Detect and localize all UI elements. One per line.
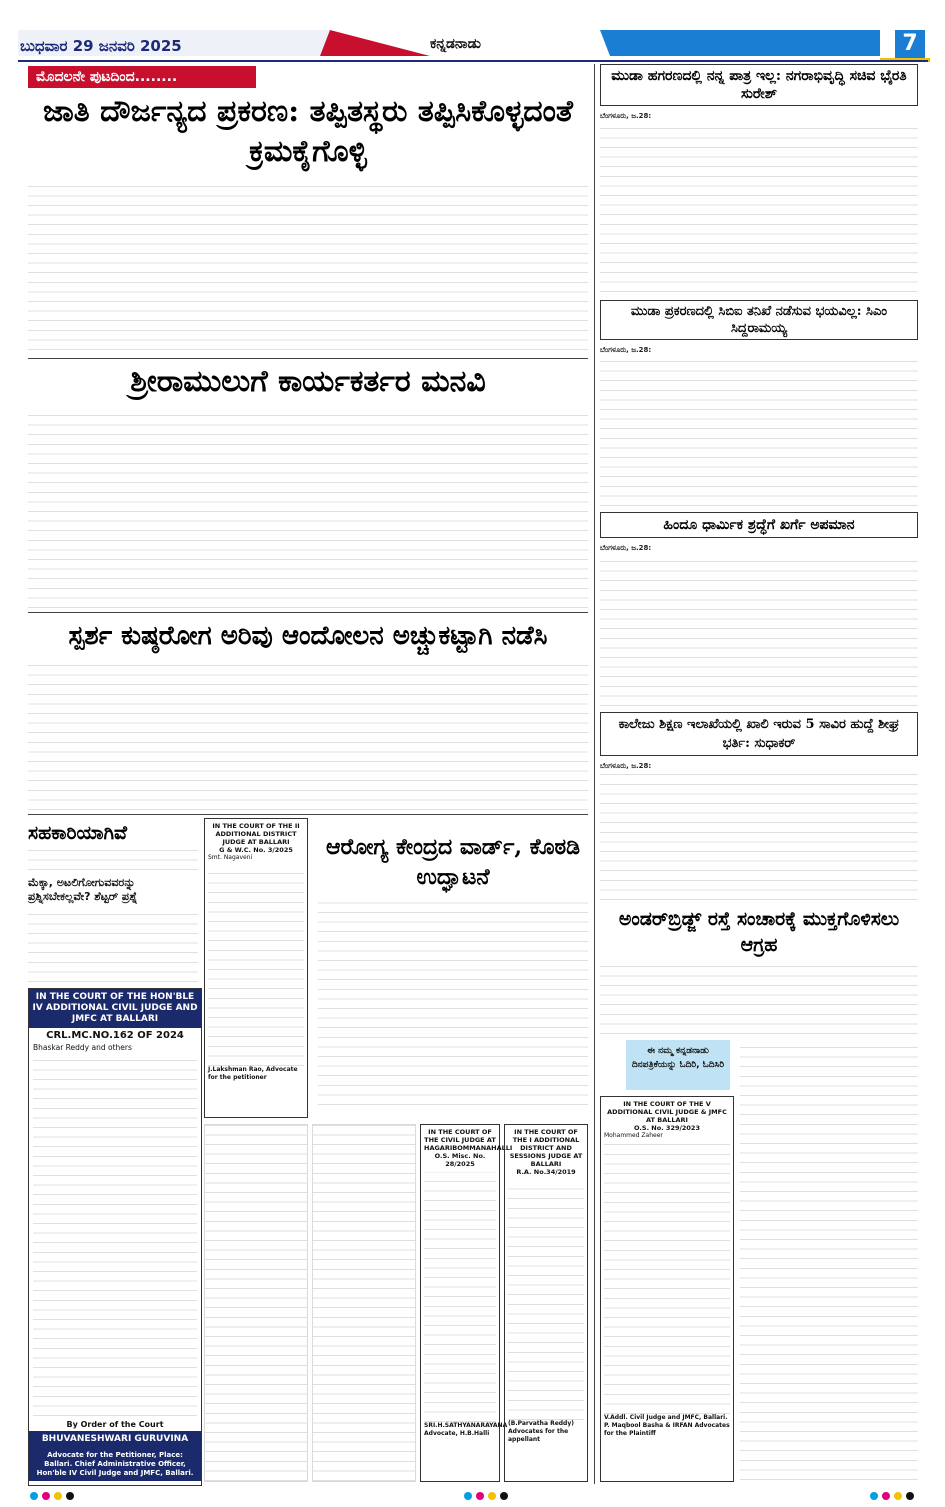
court-notice-4-case: R.A. No.34/2019 [516, 1168, 576, 1176]
right2-dateline: ಬೆಂಗಳೂರು, ಜ.28: [600, 346, 652, 354]
story1-body [28, 180, 588, 350]
story3-headline: ಸ್ಪರ್ಶ ಕುಷ್ಠರೋಗ ಅರಿವು ಆಂದೋಲನ ಅಚ್ಚುಕಟ್ಟಾಗಿ ನಡೆಸಿ [68, 621, 548, 651]
court-notice-5-title: IN THE COURT OF THE V ADDITIONAL CIVIL JUDGE & JMFC AT BALLARI [607, 1100, 727, 1124]
kicker-continued: ಮೊದಲನೇ ಪುಟದಿಂದ........ [28, 66, 256, 88]
right4-headline-box [600, 712, 918, 756]
right4-body [600, 772, 918, 900]
paper-name: ಕನ್ನಡನಾಡು [430, 36, 481, 52]
story4-body [28, 846, 198, 870]
right2-headline-box [600, 300, 918, 340]
right2-body [600, 356, 918, 506]
right3-headline-box [600, 512, 918, 538]
story1-headline: ಜಾತಿ ದೌರ್ಜನ್ಯದ ಪ್ರಕರಣ: ತಪ್ಪಿತಸ್ಥರು ತಪ್ಪಿಸಿಕೊಳ್ಳದಂತೆ ಕ್ರಮಕೈಗೊಳ್ಳಿ [42, 94, 573, 169]
story2-headline: ಶ್ರೀರಾಮುಲುಗೆ ಕಾರ್ಯಕರ್ತರ ಮನವಿ [130, 364, 486, 399]
story4-body-2 [28, 910, 198, 982]
right3-headline: ಹಿಂದೂ ಧಾರ್ಮಿಕ ಶ್ರದ್ಧೆಗೆ ಖರ್ಗೆ ಅಪಮಾನ [663, 517, 855, 533]
right4-headline: ಕಾಲೇಜು ಶಿಕ್ಷಣ ಇಲಾಖೆಯಲ್ಲಿ ಖಾಲಿ ಇರುವ 5 ಸಾವಿರ ಹುದ್ದೆ ಶೀಘ್ರ ಭರ್ತಿ: ಸುಧಾಕರ್ [618, 717, 900, 751]
right1-dateline: ಬೆಂಗಳೂರು, ಜ.28: [600, 112, 652, 120]
court-notice-2-case: G & W.C. No. 3/2025 [219, 846, 293, 854]
court-notice-5-footer: V.Addl. Civil Judge and JMFC, Ballari. P. Maqbool Basha & IRFAN Advocates for the Plaintiff [604, 1414, 730, 1437]
right3-dateline: ಬೆಂಗಳೂರು, ಜ.28: [600, 544, 652, 552]
court-notice-4 [504, 1124, 588, 1482]
issue-date: ಬುಧವಾರ 29 ಜನವರಿ 2025 [20, 37, 182, 55]
court-notice-1-advocate: BHUVANESHWARI GURUVINA [29, 1431, 201, 1448]
court-notice-2-party: Smt. Nagaveni [208, 854, 253, 861]
right5-headline: ಅಂಡರ್‌ಬ್ರಿಡ್ಜ್ ರಸ್ತೆ ಸಂಚಾರಕ್ಕೆ ಮುಕ್ತಗೊಳಿಸಲು ಆಗ್ರಹ [618, 908, 900, 956]
court-notice-5 [600, 1096, 734, 1482]
right5-body [600, 962, 918, 1034]
court-notice-1-text [33, 1056, 197, 1416]
story5-headline: ಆರೋಗ್ಯ ಕೇಂದ್ರದ ವಾರ್ಡ್, ಕೊಠಡಿ ಉದ್ಘಾಟನೆ [326, 834, 580, 890]
story5-body [318, 900, 588, 1105]
right1-headline-box [600, 64, 918, 106]
right1-body [600, 122, 918, 292]
right4-dateline: ಬೆಂಗಳೂರು, ಜ.28: [600, 762, 652, 770]
notice-kannada-2 [312, 1124, 416, 1482]
court-notice-3 [420, 1124, 513, 1482]
court-notice-3-title: IN THE COURT OF THE CIVIL JUDGE AT HAGARIBOMMANAHALLI [424, 1128, 513, 1152]
court-notice-5-text [604, 1144, 730, 1414]
page-number: 7 [895, 30, 925, 58]
court-notice-4-title: IN THE COURT OF THE I ADDITIONAL DISTRICT AND SESSIONS JUDGE AT BALLARI [509, 1128, 583, 1168]
story3-body [28, 662, 588, 810]
court-notice-4-footer: (B.Parvatha Reddy) Advocates for the appellant [508, 1420, 575, 1443]
divider [28, 612, 588, 613]
court-notice-2-footer: J.Lakshman Rao, Advocate for the petitioner [208, 1066, 298, 1081]
masthead-rule [18, 60, 928, 62]
divider [28, 814, 588, 815]
court-notice-2 [204, 818, 308, 1118]
court-notice-3-case: O.S. Misc. No. 28/2025 [434, 1152, 486, 1168]
court-notice-1-order: By Order of the Court [66, 1420, 164, 1429]
divider [28, 358, 588, 359]
court-notice-5-case: O.S. No. 329/2023 [634, 1124, 700, 1132]
court-notice-1-footer: Advocate for the Petitioner, Place: Ballari. Chief Administrative Officer, Hon'ble IV Civil Judge and JMFC, Ballari. [29, 1448, 201, 1481]
story4-headline: ಸಹಕಾರಿಯಾಗಿವೆ [28, 822, 127, 844]
court-notice-1-case: CRL.MC.NO.162 OF 2024 [46, 1030, 184, 1041]
court-notice-3-footer: SRI.H.SATHYANARAYANA Advocate, H.B.Halli [424, 1422, 508, 1437]
registration-marks-icon [28, 1490, 918, 1502]
court-notice-1 [28, 988, 202, 1486]
court-notice-5-party: Mohammed Zaheer [604, 1132, 663, 1139]
notice-kannada-1 [204, 1124, 308, 1482]
promo-box: ಈ ನಮ್ಮ ಕನ್ನಡನಾಡು ದಿನಪತ್ರಿಕೆಯನ್ನು ಓದಿರಿ, ಓದಿಸಿರಿ [626, 1040, 730, 1090]
right5-body-2 [740, 1040, 918, 1480]
court-notice-2-text [208, 866, 304, 1066]
story4-subheadline: ಮೆಕ್ಕಾ, ಅಟಲಿಗೋಗುವವರನ್ನು ಪ್ರಶ್ನಿಸಬೇಕಲ್ಲವೇ? ಶೆಟ್ಟರ್ ಪ್ರಶ್ನೆ [28, 876, 138, 903]
court-notice-3-text [424, 1172, 496, 1422]
court-notice-1-title: IN THE COURT OF THE HON'BLE IV ADDITIONAL CIVIL JUDGE AND JMFC AT BALLARI [29, 989, 201, 1028]
right3-body [600, 554, 918, 706]
right2-headline: ಮುಡಾ ಪ್ರಕರಣದಲ್ಲಿ ಸಿಬಿಐ ತನಿಖೆ ನಡೆಸುವ ಭಯವಿಲ್ಲ: ಸಿಎಂ ಸಿದ್ದರಾಮಯ್ಯ [630, 304, 888, 336]
court-notice-2-title: IN THE COURT OF THE II ADDITIONAL DISTRICT JUDGE AT BALLARI [212, 822, 300, 846]
court-notice-4-text [508, 1180, 584, 1420]
column-divider [594, 64, 595, 1484]
story2-body [28, 408, 588, 608]
right1-headline: ಮುಡಾ ಹಗರಣದಲ್ಲಿ ನನ್ನ ಪಾತ್ರ ಇಲ್ಲ: ನಗರಾಭಿವೃದ್ಧಿ ಸಚಿವ ಭೈರತಿ ಸುರೇಶ್ [611, 68, 907, 102]
court-notice-1-party: Bhaskar Reddy and others [33, 1043, 132, 1052]
